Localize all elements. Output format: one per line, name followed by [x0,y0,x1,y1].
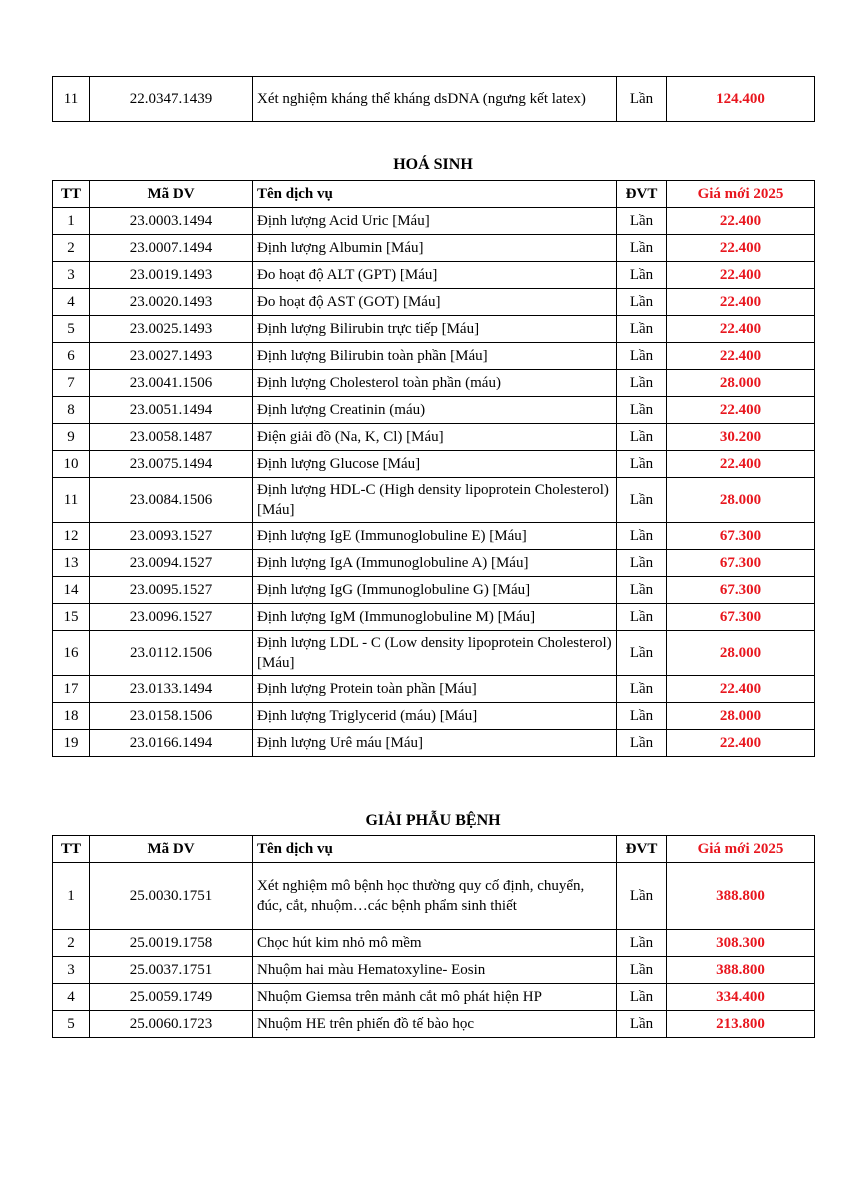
service-code: 23.0166.1494 [90,730,253,757]
table-row [53,730,815,757]
unit: Lần [617,370,667,397]
header-tt: TT [53,836,90,863]
service-code: 25.0059.1749 [90,984,253,1011]
unit: Lần [617,289,667,316]
price: 213.800 [667,1011,815,1038]
table-row [53,397,815,424]
service-name: Đo hoạt độ ALT (GPT) [Máu] [253,262,617,289]
table-row [53,703,815,730]
service-code: 23.0095.1527 [90,577,253,604]
price: 22.400 [667,676,815,703]
service-name: Điện giải đồ (Na, K, Cl) [Máu] [253,424,617,451]
header-name: Tên dịch vụ [253,836,617,863]
service-name: Định lượng HDL-C (High density lipoprotein Cholesterol) [Máu] [253,478,617,523]
hoa-sinh-table [52,180,815,757]
row-number: 18 [53,703,90,730]
unit: Lần [617,451,667,478]
giai-phau-benh-table [52,835,815,1038]
service-name: Chọc hút kim nhỏ mô mềm [253,930,617,957]
row-number: 4 [53,984,90,1011]
unit: Lần [617,208,667,235]
row-number: 6 [53,343,90,370]
service-code: 23.0003.1494 [90,208,253,235]
row-number: 4 [53,289,90,316]
service-name: Định lượng IgG (Immunoglobuline G) [Máu] [253,577,617,604]
price: 22.400 [667,343,815,370]
table-row [53,550,815,577]
table-header-row [53,181,815,208]
price: 334.400 [667,984,815,1011]
service-name: Định lượng Urê máu [Máu] [253,730,617,757]
row-number: 2 [53,235,90,262]
service-code: 23.0051.1494 [90,397,253,424]
service-code: 25.0060.1723 [90,1011,253,1038]
top-service-table [52,76,815,122]
table-row [53,235,815,262]
header-unit: ĐVT [617,836,667,863]
row-number: 5 [53,316,90,343]
unit: Lần [617,77,667,122]
section-title-hoa-sinh: HOÁ SINH [393,156,473,173]
service-code: 23.0041.1506 [90,370,253,397]
price: 22.400 [667,451,815,478]
row-number: 19 [53,730,90,757]
service-code: 25.0037.1751 [90,957,253,984]
unit: Lần [617,316,667,343]
service-code: 23.0027.1493 [90,343,253,370]
unit: Lần [617,424,667,451]
unit: Lần [617,343,667,370]
unit: Lần [617,703,667,730]
service-name: Định lượng IgA (Immunoglobuline A) [Máu] [253,550,617,577]
row-number: 3 [53,957,90,984]
header-unit: ĐVT [617,181,667,208]
price: 22.400 [667,316,815,343]
table-row [53,957,815,984]
section-title-giai-phau-benh: GIẢI PHẪU BỆNH [365,812,501,829]
unit: Lần [617,550,667,577]
service-code: 23.0019.1493 [90,262,253,289]
service-code: 23.0025.1493 [90,316,253,343]
service-name: Định lượng Triglycerid (máu) [Máu] [253,703,617,730]
table-row [53,262,815,289]
service-code: 23.0133.1494 [90,676,253,703]
table-row [53,478,815,523]
unit: Lần [617,397,667,424]
service-code: 23.0158.1506 [90,703,253,730]
price: 308.300 [667,930,815,957]
price: 67.300 [667,604,815,631]
unit: Lần [617,930,667,957]
table-row [53,77,815,122]
row-number: 12 [53,523,90,550]
row-number: 1 [53,863,90,930]
row-number: 13 [53,550,90,577]
row-number: 10 [53,451,90,478]
price: 67.300 [667,577,815,604]
unit: Lần [617,604,667,631]
service-name: Định lượng Glucose [Máu] [253,451,617,478]
table-row [53,631,815,676]
service-name: Xét nghiệm mô bệnh học thường quy cố định, chuyển, đúc, cắt, nhuộm…các bệnh phẩm sinh thiết [253,863,617,930]
service-code: 22.0347.1439 [90,77,253,122]
service-name: Nhuộm hai màu Hematoxyline- Eosin [253,957,617,984]
row-number: 17 [53,676,90,703]
table-row [53,424,815,451]
row-number: 3 [53,262,90,289]
row-number: 9 [53,424,90,451]
price: 388.800 [667,957,815,984]
header-price: Giá mới 2025 [667,836,815,863]
table-row [53,289,815,316]
price: 28.000 [667,370,815,397]
unit: Lần [617,262,667,289]
table-row [53,863,815,930]
service-name: Định lượng Protein toàn phần [Máu] [253,676,617,703]
header-name: Tên dịch vụ [253,181,617,208]
service-code: 23.0112.1506 [90,631,253,676]
unit: Lần [617,676,667,703]
service-name: Nhuộm HE trên phiến đồ tế bào học [253,1011,617,1038]
table-row [53,451,815,478]
unit: Lần [617,957,667,984]
price: 28.000 [667,703,815,730]
row-number: 16 [53,631,90,676]
service-name: Định lượng LDL - C (Low density lipoprotein Cholesterol) [Máu] [253,631,617,676]
row-number: 14 [53,577,90,604]
price: 22.400 [667,730,815,757]
service-code: 23.0007.1494 [90,235,253,262]
service-code: 25.0019.1758 [90,930,253,957]
unit: Lần [617,984,667,1011]
row-number: 1 [53,208,90,235]
price: 28.000 [667,478,815,523]
unit: Lần [617,631,667,676]
service-name: Định lượng Bilirubin trực tiếp [Máu] [253,316,617,343]
service-code: 23.0096.1527 [90,604,253,631]
table-row [53,930,815,957]
table-row [53,676,815,703]
service-name: Xét nghiệm kháng thể kháng dsDNA (ngưng kết latex) [253,77,617,122]
header-tt: TT [53,181,90,208]
row-number: 15 [53,604,90,631]
header-price: Giá mới 2025 [667,181,815,208]
service-code: 23.0094.1527 [90,550,253,577]
price: 30.200 [667,424,815,451]
table-row [53,604,815,631]
row-number: 2 [53,930,90,957]
table-row [53,316,815,343]
price: 22.400 [667,289,815,316]
unit: Lần [617,478,667,523]
service-name: Định lượng Creatinin (máu) [253,397,617,424]
header-code: Mã DV [90,836,253,863]
price: 22.400 [667,208,815,235]
service-name: Định lượng Bilirubin toàn phần [Máu] [253,343,617,370]
service-name: Định lượng Cholesterol toàn phần (máu) [253,370,617,397]
table-row [53,984,815,1011]
table-row [53,370,815,397]
price: 22.400 [667,262,815,289]
unit: Lần [617,1011,667,1038]
service-name: Định lượng Acid Uric [Máu] [253,208,617,235]
price: 388.800 [667,863,815,930]
service-code: 23.0093.1527 [90,523,253,550]
table-header-row [53,836,815,863]
service-code: 23.0075.1494 [90,451,253,478]
price: 22.400 [667,397,815,424]
price: 124.400 [667,77,815,122]
table-row [53,577,815,604]
price: 22.400 [667,235,815,262]
service-name: Đo hoạt độ AST (GOT) [Máu] [253,289,617,316]
unit: Lần [617,235,667,262]
unit: Lần [617,730,667,757]
row-number: 7 [53,370,90,397]
unit: Lần [617,863,667,930]
price: 67.300 [667,550,815,577]
service-code: 23.0084.1506 [90,478,253,523]
service-code: 23.0058.1487 [90,424,253,451]
row-number: 11 [53,478,90,523]
price: 28.000 [667,631,815,676]
table-row [53,523,815,550]
unit: Lần [617,523,667,550]
row-number: 11 [53,77,90,122]
table-row [53,343,815,370]
price: 67.300 [667,523,815,550]
header-code: Mã DV [90,181,253,208]
row-number: 5 [53,1011,90,1038]
table-row [53,208,815,235]
table-row [53,1011,815,1038]
service-code: 23.0020.1493 [90,289,253,316]
service-name: Định lượng IgE (Immunoglobuline E) [Máu] [253,523,617,550]
service-name: Định lượng Albumin [Máu] [253,235,617,262]
service-name: Nhuộm Giemsa trên mảnh cắt mô phát hiện HP [253,984,617,1011]
service-code: 25.0030.1751 [90,863,253,930]
service-name: Định lượng IgM (Immunoglobuline M) [Máu] [253,604,617,631]
row-number: 8 [53,397,90,424]
unit: Lần [617,577,667,604]
